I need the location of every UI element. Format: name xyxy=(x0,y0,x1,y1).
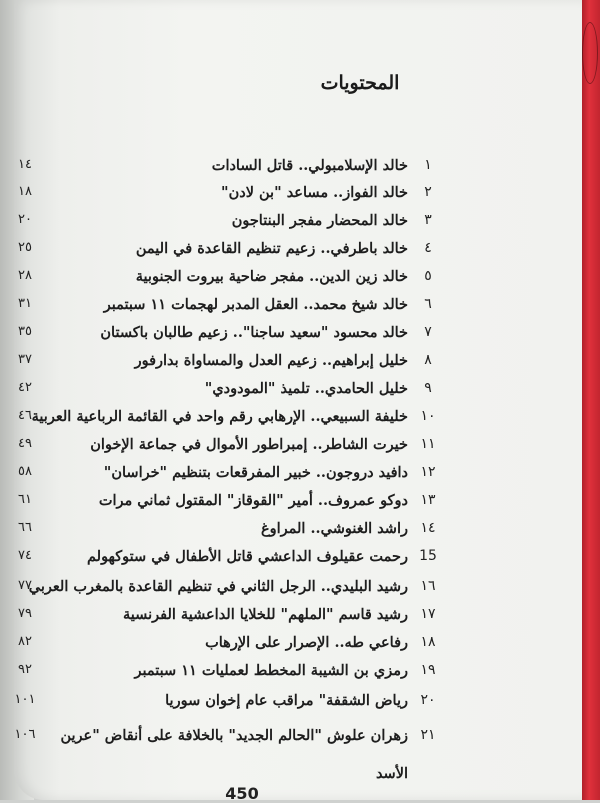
toc-entry-title: خالد شيخ محمد.. العقل المدبر لهجمات ١١ سبتمبر xyxy=(103,296,408,313)
toc-entry xyxy=(0,157,600,185)
toc-entry-number: ١٩ xyxy=(420,662,436,678)
toc-entry-number: ٤ xyxy=(424,240,432,256)
toc-entry xyxy=(0,578,600,606)
toc-entry xyxy=(0,408,600,436)
toc-entry xyxy=(0,464,600,492)
toc-entry-number: ٣ xyxy=(424,212,432,228)
toc-entry xyxy=(0,380,600,408)
toc-entry-page: ١٨ xyxy=(18,184,32,199)
toc-entry xyxy=(0,436,600,464)
toc-entry xyxy=(0,184,600,212)
toc-entry-page: ٣١ xyxy=(18,296,32,311)
toc-entry-page: ١٠١ xyxy=(14,692,36,707)
toc-entry-number: ٩ xyxy=(424,380,432,396)
toc-heading: المحتويات xyxy=(320,72,400,94)
toc-entry-page: ٢٨ xyxy=(18,268,32,283)
toc-entry xyxy=(0,352,600,380)
toc-entry-title: خالد المحضار مفجر البنتاجون xyxy=(231,212,408,229)
toc-heading-wrap xyxy=(0,72,600,94)
toc-entry-title: خليل إبراهيم.. زعيم العدل والمساواة بدارفور xyxy=(134,352,408,369)
toc-entry xyxy=(0,520,600,548)
toc-entry xyxy=(0,324,600,352)
toc-entry-number: ٢٠ xyxy=(420,692,436,708)
toc-entry-title: رشيد قاسم "الملهم" للخلايا الداعشية الفرنسية xyxy=(122,606,408,623)
toc-entry-number: ١٣ xyxy=(420,492,436,508)
toc-entry-number: ١٧ xyxy=(420,606,436,622)
toc-entry-number: ١٦ xyxy=(420,578,436,594)
toc-entry xyxy=(0,212,600,240)
toc-entry-page: ١٠٦ xyxy=(14,727,36,742)
toc-entry-page: ٨٢ xyxy=(18,634,32,649)
toc-entry-title: خليل الحامدي.. تلميذ "المودودي" xyxy=(204,380,408,397)
toc-entry-title: خيرت الشاطر.. إمبراطور الأموال في جماعة الإخوان xyxy=(90,436,408,453)
toc-entry-page: ٧٧ xyxy=(18,578,32,593)
toc-entry-number: 15 xyxy=(419,548,437,564)
toc-entry-title: رمزي بن الشيبة المخطط لعمليات ١١ سبتمبر xyxy=(134,662,408,679)
toc-entry xyxy=(0,492,600,520)
toc-entry-title: خالد الإسلامبولي.. قاتل السادات xyxy=(211,157,408,174)
toc-entry-title: دوكو عمروف.. أمير "القوقاز" المقتول ثماني مرات xyxy=(98,492,408,509)
toc-entry-number: ٧ xyxy=(424,324,432,340)
toc-entry-title: رشيد البليدي.. الرجل الثاني في تنظيم القاعدة بالمغرب العربي xyxy=(28,578,408,595)
toc-entry-page: ٦٦ xyxy=(18,520,32,535)
toc-entry-page: ٣٥ xyxy=(18,324,32,339)
toc-entry xyxy=(0,727,600,755)
toc-entry-page: ٧٩ xyxy=(18,606,32,621)
toc-entry-page: ٢٠ xyxy=(18,212,32,227)
toc-entry-title: خالد باطرفي.. زعيم تنظيم القاعدة في اليمن xyxy=(135,240,408,257)
toc-entry-page: ٧٤ xyxy=(18,548,32,563)
toc-entry-number: ١٢ xyxy=(420,464,436,480)
toc-entry-title: رياض الشقفة" مراقب عام إخوان سوريا xyxy=(165,692,408,709)
toc-entry xyxy=(0,606,600,634)
toc-entry-number: ١١ xyxy=(420,436,436,452)
toc-entry-page: ٣٧ xyxy=(18,352,32,367)
toc-entry-number: ١٨ xyxy=(420,634,436,650)
toc-entry-page: ٦١ xyxy=(18,492,32,507)
toc-entry xyxy=(0,662,600,690)
toc-entry-title: خالد زين الدين.. مفجر ضاحية بيروت الجنوبية xyxy=(135,268,408,285)
toc-entry-title: رحمت عقيلوف الداعشي قاتل الأطفال في ستوكهولم xyxy=(87,548,408,565)
toc-entry-number: ٨ xyxy=(424,352,432,368)
toc-entry-continuation: الأسد xyxy=(375,765,408,782)
toc-entry xyxy=(0,634,600,662)
toc-entry-number: ١٤ xyxy=(420,520,436,536)
toc-entry-title: خالد محسود "سعيد ساجنا".. زعيم طالبان باكستان xyxy=(100,324,408,341)
toc-entry-title: خليفة السبيعي.. الإرهابي رقم واحد في القائمة الرباعية العربية xyxy=(31,408,408,425)
toc-entry-title: رفاعي طه.. الإصرار على الإرهاب xyxy=(205,634,408,651)
toc-entry xyxy=(0,692,600,720)
toc-entry-page: ٤٦ xyxy=(18,408,32,423)
toc-entry-title: زهران علوش "الحالم الجديد" بالخلافة على أنقاض "عرين xyxy=(60,727,408,744)
toc-entry-page: ١٤ xyxy=(18,157,32,172)
toc-entry-number: ٢ xyxy=(424,184,432,200)
toc-entry-page: ٩٢ xyxy=(18,662,32,677)
toc-entry xyxy=(0,240,600,268)
toc-entry-number: ١ xyxy=(424,157,432,173)
toc-entry xyxy=(0,268,600,296)
toc-entry xyxy=(0,296,600,324)
toc-entry-page: ٤٢ xyxy=(18,380,32,395)
toc-entry-number: ١٠ xyxy=(420,408,436,424)
toc-entry-page: ٥٨ xyxy=(18,464,32,479)
toc-entry-page: ٤٩ xyxy=(18,436,32,451)
toc-entry-title: دافيد دروجون.. خبير المفرقعات بتنظيم "خراسان" xyxy=(103,464,408,481)
page-number: 450 xyxy=(225,784,259,803)
toc-entry-number: ٢١ xyxy=(420,727,436,743)
toc-entry xyxy=(0,548,600,576)
toc-entry-number: ٥ xyxy=(424,268,432,284)
toc-entry-page: ٢٥ xyxy=(18,240,32,255)
toc-entry-title: خالد الفواز.. مساعد "بن لادن" xyxy=(221,184,408,201)
toc-entry-number: ٦ xyxy=(424,296,432,312)
toc-entry-title: راشد الغنوشي.. المراوغ xyxy=(260,520,408,537)
